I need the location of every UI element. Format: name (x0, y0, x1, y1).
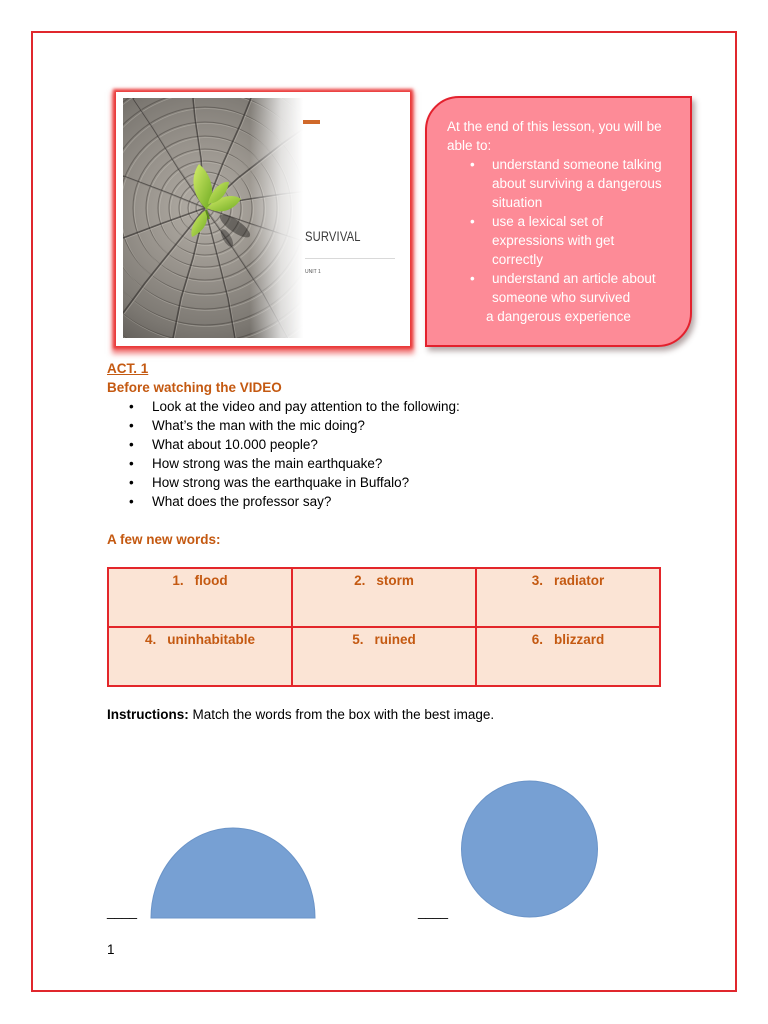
tree-stump-sprout-photo (123, 98, 405, 338)
objective-continuation: a dangerous experience (486, 309, 631, 324)
instructions-text: Match the words from the box with the best image. (192, 707, 495, 722)
table-row (108, 627, 660, 686)
vocab-word: radiator (554, 573, 605, 588)
half-circle-image (150, 826, 316, 919)
slide-divider (305, 258, 395, 259)
objectives-intro: At the end of this lesson, you will be able to: (447, 119, 662, 153)
question-item: • Look at the video and pay attention to the following: (107, 397, 460, 416)
objective-item: • understand someone talking about surviving a dangerous situation (447, 155, 662, 212)
question-item: • How strong was the earthquake in Buffalo? (107, 473, 460, 492)
activity-questions (107, 397, 460, 511)
question-item: • What about 10.000 people? (107, 435, 460, 454)
vocab-cell (108, 568, 292, 627)
activity-heading: Before watching the VIDEO (107, 380, 282, 395)
vocab-cell (108, 627, 292, 686)
vocab-number: 3. (531, 573, 543, 588)
new-words-heading: A few new words: (107, 532, 221, 547)
vocab-number: 2. (354, 573, 366, 588)
question-item: • What’s the man with the mic doing? (107, 416, 460, 435)
vocab-word: uninhabitable (167, 632, 255, 647)
activity-label: ACT. 1 (107, 361, 149, 376)
vocab-word: blizzard (554, 632, 605, 647)
answer-blank: ____ (107, 904, 138, 919)
instructions (107, 705, 494, 724)
activity-section (107, 359, 460, 511)
slide-subtitle: UNIT 1 (305, 269, 321, 275)
question-item: • How strong was the main earthquake? (107, 454, 460, 473)
instructions-label: Instructions: (107, 707, 189, 722)
page-number: 1 (107, 942, 115, 957)
vocab-number: 4. (144, 632, 157, 647)
vocab-cell (292, 627, 476, 686)
slide-title: SURVIVAL (305, 228, 361, 244)
answer-blank: ____ (418, 904, 449, 919)
vocab-word: ruined (374, 632, 416, 647)
learning-objectives-callout (425, 96, 692, 347)
slide-thumbnail (116, 92, 410, 346)
vocab-number: 5. (352, 632, 364, 647)
title-slide (123, 98, 405, 338)
table-row (108, 568, 660, 627)
vocab-word: storm (376, 573, 414, 588)
slide-accent-bar (303, 120, 320, 124)
vocab-cell (292, 568, 476, 627)
vocab-cell (476, 627, 660, 686)
objectives-list (447, 155, 662, 307)
circle-image (460, 780, 600, 920)
vocab-number: 6. (531, 632, 543, 647)
vocab-number: 1. (172, 573, 184, 588)
vocab-cell (476, 568, 660, 627)
objective-item: • use a lexical set of expressions with get correctly (447, 212, 662, 269)
vocabulary-table (107, 567, 661, 687)
vocab-word: flood (194, 573, 228, 588)
question-item: • What does the professor say? (107, 492, 460, 511)
objective-item: • understand an article about someone who survived (447, 269, 662, 307)
